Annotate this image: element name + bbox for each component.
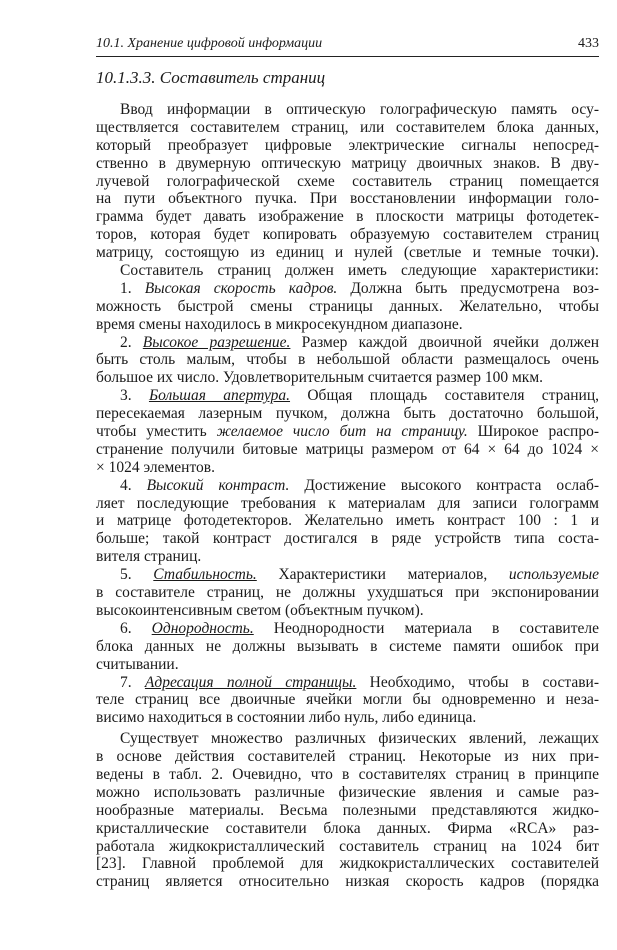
running-title: 10.1. Хранение цифровой информации (96, 36, 323, 51)
text-line: можность быстрой смены страницы данных. Желательно, чтобы (96, 297, 599, 315)
text-line: в составителе страниц, не должны ухудшаться при экспонировании (96, 584, 599, 602)
text-fragment: Широкое распро- (467, 423, 599, 441)
page-number: 433 (578, 36, 599, 51)
item-heading: Однородность. (151, 619, 254, 637)
item-number: 3. (120, 387, 132, 405)
text-line: Существует множество различных физических явлений, лежащих (120, 730, 599, 748)
list-item-2 (96, 334, 599, 352)
text-line: который преобразует цифровые электрические сигналы непосред- (96, 136, 599, 154)
item-heading: Высокий контраст. (146, 476, 290, 494)
item-number: 1. (120, 279, 132, 297)
item-heading: Высокое разрешение. (142, 333, 291, 351)
item-number: 2. (120, 333, 132, 351)
list-item-4 (96, 477, 599, 495)
text-line: × 1024 элементов. (96, 458, 215, 476)
text-line: ляет последующие требования к материалам для записи голограмм (96, 494, 599, 512)
item-heading: Высокая скорость кадров. (144, 279, 338, 297)
text-line: Составитель страниц должен иметь следующие характеристики: (120, 262, 599, 280)
item-text: Неоднородности материала в составителе (273, 619, 599, 637)
text-fragment-italic: используемые (508, 566, 600, 584)
text-fragment-italic: желаемое число бит на страницу. (216, 423, 468, 441)
item-number: 7. (120, 673, 132, 691)
text-line: висимо находиться в состоянии либо нуль, либо единица. (96, 709, 477, 727)
item-heading: Большая апертура. (148, 387, 291, 405)
list-item-7 (96, 674, 599, 692)
item-text: Характеристики материалов, (278, 566, 509, 584)
text-line: и матрице фотодетекторов. Желательно иметь контраст 100 : 1 и (96, 512, 599, 530)
item-number: 6. (120, 619, 132, 637)
list-item-3 (96, 387, 599, 405)
text-line: лучевой голографической схеме составитель страниц помещается (96, 172, 599, 190)
text-line: быть столь малым, чтобы в небольшой области размещалось очень (96, 351, 599, 369)
section-title: 10.1.3.3. Составитель страниц (96, 68, 326, 87)
text-line: ведены в табл. 2. Очевидно, что в составителях страниц в принципе (96, 765, 599, 783)
list-item-1 (96, 280, 599, 298)
text-line: грамма будет давать изображение в плоскости матрицы фотодетек- (96, 208, 599, 226)
item-text: Достижение высокого контраста ослаб- (304, 476, 600, 494)
text-line: ществляется составителем страниц, или составителем блока данных, (96, 118, 599, 136)
text-line: в основе действия составителей страниц. Некоторые из них при- (96, 748, 599, 766)
body-text (96, 101, 599, 891)
text-line: ственно в двумерную оптическую матрицу двоичных знаков. В дву- (96, 154, 599, 172)
text-line: большое их число. Удовлетворительным считается размер 100 мкм. (96, 369, 544, 387)
text-line: вителя страниц. (96, 548, 202, 566)
text-line: торов, которая будет копировать образуемую составителем страниц (96, 226, 599, 244)
text-line: считывании. (96, 655, 179, 673)
text-line: нообразные материалы. Весьма полезными представляются жидко- (96, 801, 599, 819)
list-item-5 (96, 566, 599, 584)
item-heading: Стабильность. (153, 566, 257, 584)
running-header (96, 34, 599, 57)
text-line (96, 423, 599, 441)
text-line: страниц является относительно низкая скорость кадров (порядка (96, 873, 599, 891)
text-line: можно использовать различные физические явления и самые раз- (96, 783, 599, 801)
text-line: высокоинтенсивным светом (объектным пучком). (96, 601, 424, 619)
item-number: 4. (120, 476, 132, 494)
text-fragment: чтобы уместить (96, 423, 217, 441)
text-line: странение получили битовые матрицы размером от 64 × 64 до 1024 × (96, 440, 599, 458)
text-line: теле страниц все двоичные ячейки могли бы одновременно и неза- (96, 691, 599, 709)
item-heading: Адресация полной страницы. (144, 673, 357, 691)
item-text: Должна быть предусмотрена воз- (350, 279, 599, 297)
text-line: пересекаемая лазерным пучком, должна быть достаточно большой, (96, 405, 599, 423)
text-line: больше; такой контраст достигался в ряде устройств типа соста- (96, 530, 599, 548)
text-line: блока данных не должны вызывать в системе памяти ошибок при (96, 637, 599, 655)
text-line: кристаллические составители блока данных. Фирма «RCA» раз- (96, 819, 599, 837)
text-line: матрицу, состоящую из единиц и нулей (светлые и темные точки). (96, 244, 599, 262)
list-item-6 (96, 620, 599, 638)
item-text: Общая площадь составителя страниц, (307, 387, 599, 405)
item-number: 5. (120, 566, 132, 584)
text-line: на пути объектного пучка. При восстановлении информации голо- (96, 190, 599, 208)
item-text: Размер каждой двоичной ячейки должен (301, 333, 599, 351)
text-line: [23]. Главной проблемой для жидкокристаллических составителей (96, 855, 599, 873)
text-line: работала жидкокристаллический составитель страниц на 1024 бит (96, 837, 599, 855)
item-text: Необходимо, чтобы в состави- (369, 673, 599, 691)
text-line: время смены находилось в микросекундном диапазоне. (96, 315, 463, 333)
text-line: Ввод информации в оптическую голографическую память осу- (120, 101, 599, 118)
